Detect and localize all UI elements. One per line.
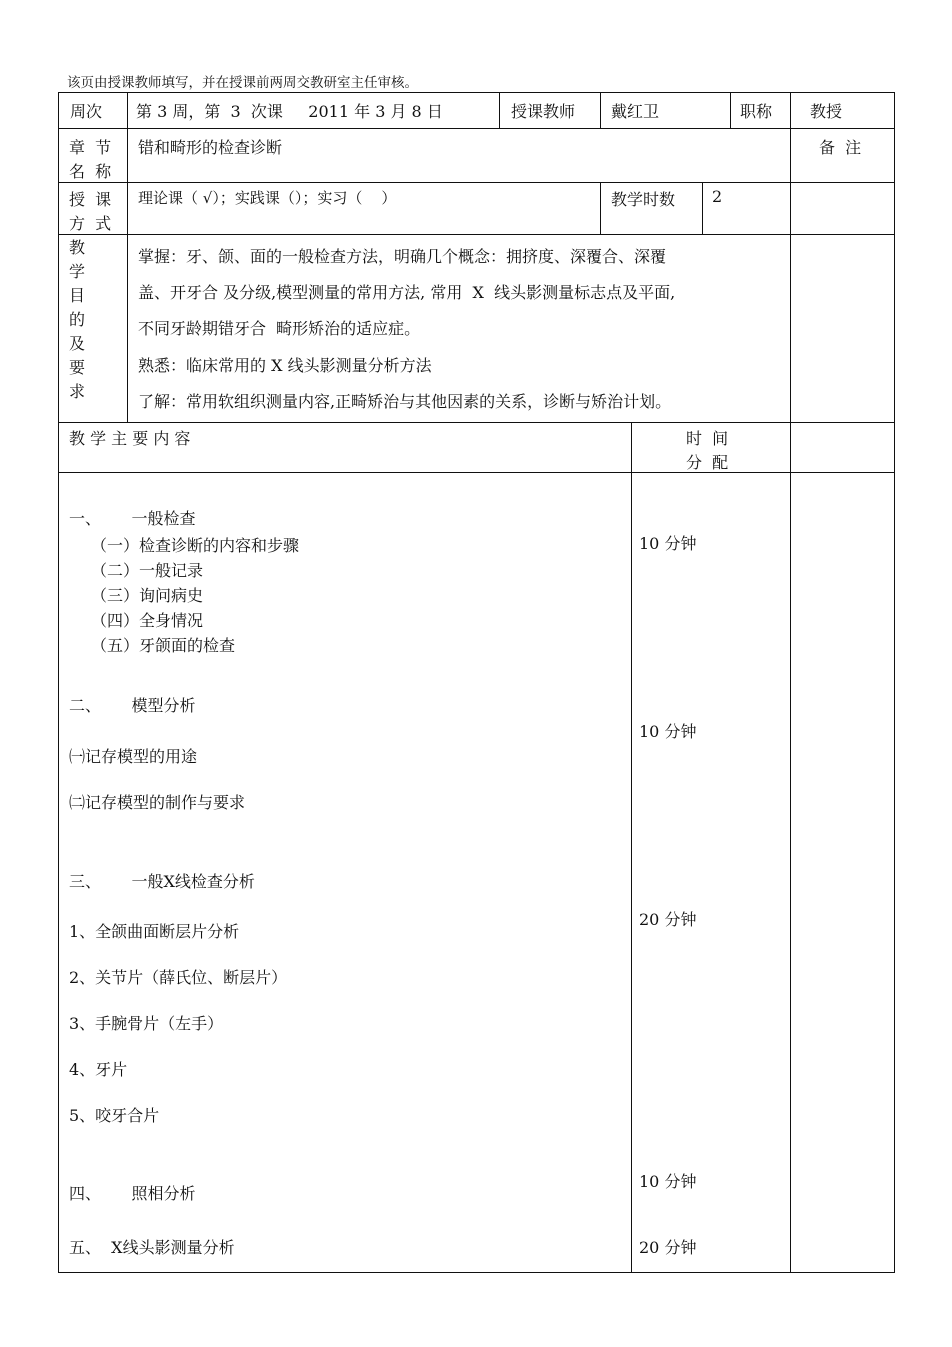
section-1-item: （三）询问病史 (91, 586, 204, 605)
col-divider (127, 93, 128, 422)
hours-value: 2 (712, 187, 723, 206)
objectives-label-char: 要 (69, 358, 86, 377)
section-1-item: （五）牙颌面的检查 (91, 636, 236, 655)
job-title-label: 职称 (740, 102, 773, 121)
objectives-label-char: 及 (69, 334, 86, 353)
section-5-title: 五、 X线头影测量分析 (69, 1238, 235, 1257)
time-header-line1: 时 间 (686, 429, 729, 448)
objectives-label-char: 求 (69, 382, 86, 401)
section-1-item: （四）全身情况 (91, 611, 204, 630)
row-divider (59, 234, 894, 235)
time-allocation: 20 分钟 (639, 1238, 697, 1257)
time-allocation: 20 分钟 (639, 910, 697, 929)
objective-line: 盖、开牙合 及分级,模型测量的常用方法, 常用 X 线头影测量标志点及平面, (138, 283, 676, 302)
hours-label: 教学时数 (611, 190, 676, 209)
chapter-name: 错和畸形的检查诊断 (138, 138, 283, 157)
col-divider (600, 93, 601, 128)
time-allocation: 10 分钟 (639, 722, 697, 741)
row-divider (59, 182, 894, 183)
col-divider (631, 422, 632, 1272)
teacher-label: 授课教师 (511, 102, 576, 121)
chapter-label-line2: 名 称 (69, 162, 112, 181)
mode-label-line2: 方 式 (69, 214, 112, 233)
col-divider (600, 182, 601, 234)
col-divider (499, 93, 500, 128)
section-2-item: ㈡记存模型的制作与要求 (69, 793, 246, 812)
section-2-item: ㈠记存模型的用途 (69, 747, 198, 766)
objective-line: 了解：常用软组织测量内容,正畸矫治与其他因素的关系，诊断与矫治计划。 (138, 392, 672, 411)
section-3-item: 5、咬牙合片 (69, 1106, 160, 1125)
col-divider (730, 93, 731, 128)
row-divider (59, 472, 894, 473)
week-value: 第 3 周，第 3 次课 2011 年 3 月 8 日 (136, 102, 443, 121)
objectives-label-char: 学 (69, 262, 86, 281)
week-label: 周次 (70, 102, 103, 121)
chapter-label-line1: 章 节 (69, 138, 112, 157)
objectives-label-char: 目 (69, 286, 86, 305)
objective-line: 掌握：牙、颌、面的一般检查方法，明确几个概念：拥挤度、深覆合、深覆 (138, 247, 667, 266)
col-divider (790, 93, 791, 1272)
row-divider (59, 422, 894, 423)
section-1-title: 一、 一般检查 (69, 509, 196, 528)
section-4-title: 四、 照相分析 (69, 1184, 196, 1203)
section-3-item: 4、牙片 (69, 1060, 128, 1079)
remark-label: 备 注 (819, 138, 862, 157)
section-3-item: 3、手腕骨片（左手） (69, 1014, 224, 1033)
teacher-name: 戴红卫 (611, 102, 660, 121)
objectives-label (69, 236, 89, 404)
time-allocation: 10 分钟 (639, 1172, 697, 1191)
section-1-item: （一）检查诊断的内容和步骤 (91, 536, 300, 555)
teaching-mode: 理论课（ √）；实践课（）；实习（ ） (138, 189, 397, 207)
main-content-header: 教 学 主 要 内 容 (69, 429, 191, 448)
mode-label-line1: 授 课 (69, 190, 112, 209)
objective-line: 不同牙龄期错牙合 畸形矫治的适应症。 (138, 319, 421, 338)
col-divider (702, 182, 703, 234)
job-title-value: 教授 (810, 102, 843, 121)
lesson-plan-table (58, 92, 895, 1273)
section-3-item: 2、关节片（薛氏位、断层片） (69, 968, 288, 987)
time-allocation: 10 分钟 (639, 534, 697, 553)
objectives-label-char: 的 (69, 310, 86, 329)
row-divider (59, 128, 894, 129)
time-header-line2: 分 配 (686, 453, 729, 472)
section-1-item: （二）一般记录 (91, 561, 204, 580)
section-3-title: 三、 一般X线检查分析 (69, 872, 255, 891)
objective-line: 熟悉：临床常用的 X 线头影测量分析方法 (138, 356, 432, 375)
objectives-label-char: 教 (69, 238, 86, 257)
section-3-item: 1、全颌曲面断层片分析 (69, 922, 240, 941)
section-2-title: 二、 模型分析 (69, 696, 196, 715)
instruction-note: 该页由授课教师填写，并在授课前两周交教研室主任审核。 (67, 75, 418, 91)
